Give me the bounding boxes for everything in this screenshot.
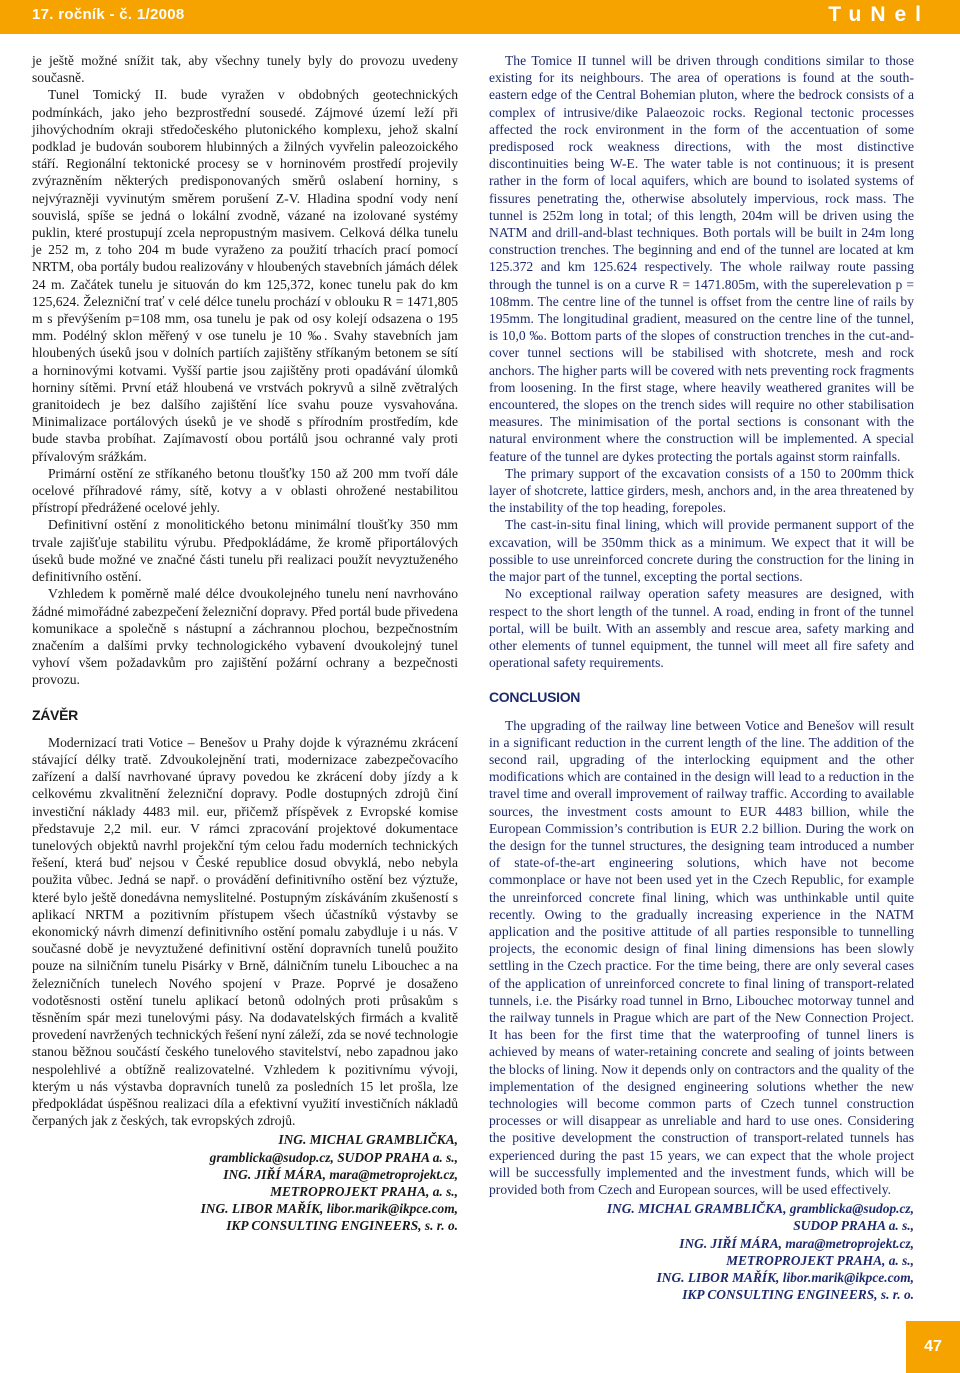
czech-column xyxy=(32,52,458,1235)
english-column xyxy=(489,52,914,1303)
paragraph: Primární ostění ze stříkaného betonu tloušťky 150 až 200 mm tvoří dále ocelové příhradové rámy, sítě, kotvy a v oblasti ohrožené nestabilitou přístropí předrážené ocelové jehly. xyxy=(32,465,458,516)
author-line: ING. LIBOR MAŘÍK, libor.marik@ikpce.com, xyxy=(200,1201,458,1217)
issue-label: 17. ročník - č. 1/2008 xyxy=(32,6,185,23)
paragraph: Vzhledem k poměrně malé délce dvoukolejného tunelu není navrhováno žádné mimořádné zabezpečení železniční dopravy. Před portál bude přivedena komunikace a společně s nástupní a záchrannou plochou, bezpečnostním značením a dalšími prvky technologického vybavení dvoukolejný tunel vyhoví všem požadavkům pro zajištění požární ochrany a bezpečnosti provozu. xyxy=(32,586,458,688)
paragraph: No exceptional railway operation safety measures are designed, with respect to the short length of the tunnel. A road, ending in front of the tunnel portal, will be built. With an assembly and rescue area, safety marking and other elements of tunnel equipment, the tunnel will meet all fire safety and operational safety requirements. xyxy=(489,586,914,671)
author-line: IKP CONSULTING ENGINEERS, s. r. o. xyxy=(226,1218,458,1234)
tunel-logo: TuNel xyxy=(828,3,930,26)
author-line: ING. MICHAL GRAMBLIČKA, gramblicka@sudop.cz, xyxy=(606,1201,914,1217)
paragraph: Tunel Tomický II. bude vyražen v obdobných geotechnických podmínkách, jako jeho bezprostřední sousedé. Zájmové území leží při jihovýchodním okraji středočeského plutonického komplexu, jehož skalní podklad je budován souborem hlubinných a žilných vyvřelin paleozoického stáří. Regionální tektonické procesy se v horninovém prostředí projevily zvýrazněním některých predisponovaných směrů oslabení horniny, s nejvýrazněji vyvinutým směrem porušení Z-V. Hladina spodní vody není souvislá, spíše se jedná o lokální zvodně, vázané na izolované systémy puklin, které prostupují zcela nepropustným masivem. Celková délka tunelu je 252 m, z toho 204 m bude vyraženo za použití trhacích prací pomocí NRTM, oba portály budou realizovány v hloubených stavebních jámách délek 24 m. Začátek tunelu je situován do km 125,372, konec tunelu pak do km 125,624. Železniční trať v celé délce tunelu prochází v oblouku R = 1471,805 m s převýšením p=108 mm, osa tunelu je pak od osy kolejí odsazena o 195 mm. Podélný sklon měřený v ose tunelu je 10 ‰. Svahy stavebních jam hloubených úseků jsou v dolních partiích zajištěny stříkaným betonem se sítí a horninovými kotvami. Vyšší partie jsou zajištěny proti opadávání úlomků horniny sítěmi. První etáž hloubená ve vrstvách pokryvů a silně zvětralých granitoidech je bez dalšího zajištění líce svahu pouze vysvahována. Minimalizace portálových úseků je ve shodě s přírodním prostředím, kde bude stavba probíhat. Zajímavostí obou portálů jsou ochranné valy proti přívalovým srážkám. xyxy=(32,87,458,464)
author-block xyxy=(489,1200,914,1303)
paragraph: The cast-in-situ final lining, which will provide permanent support of the excavation, will be 350mm thick as a minimum. We expect that it will be possible to use unreinforced concrete during the construction for the lining in the major part of the tunnel, excepting the portal sections. xyxy=(489,517,914,585)
section-heading: ZÁVĚR xyxy=(32,706,78,723)
author-line: SUDOP PRAHA a. s., xyxy=(793,1218,914,1234)
author-block xyxy=(32,1131,458,1234)
author-line: IKP CONSULTING ENGINEERS, s. r. o. xyxy=(682,1287,914,1303)
author-line: METROPROJEKT PRAHA, a. s., xyxy=(270,1184,458,1199)
section-heading: CONCLUSION xyxy=(489,689,581,706)
paragraph: The primary support of the excavation consists of a 150 to 200mm thick layer of shotcrete, lattice girders, mesh, anchors and, in the area threatened by the instability of the top heading, forepoles. xyxy=(489,465,914,516)
author-line: METROPROJEKT PRAHA, a. s., xyxy=(726,1252,914,1268)
paragraph: Definitivní ostění z monolitického betonu minimální tloušťky 350 mm trvale zajišťuje stabilitu výrubu. Předpokládáme, že kromě připortálových úseků bude možné ve značné části tunelu při realizaci použít nevyztuženého definitivního ostění. xyxy=(32,517,458,585)
paragraph: je ještě možné snížit tak, aby všechny tunely byly do provozu uvedeny současně. xyxy=(32,53,458,86)
page-header xyxy=(0,0,960,34)
page-number: 47 xyxy=(906,1321,960,1373)
author-line: ING. JIŘÍ MÁRA, mara@metroprojekt.cz, xyxy=(679,1235,914,1251)
paragraph: The Tomice II tunnel will be driven through conditions similar to those existing for its neighbours. The area of operations is found at the south-eastern edge of the Central Bohemian pluton, where the bedrock consists of a complex of intrusive/dike Palaeozoic rocks. Regional tectonic processes affected the rock environment in the form of the accentuation of some predisposed rock weakness directions, with the most distinctive discontinuities being W-E. The water table is not continuous; it is present rather in the form of local aquifers, which are bound to isolated systems of fissures penetrating the, otherwise absolutely impervious, rock mass. The tunnel is 252m long in total; of this length, 204m will be driven using the NATM and drill-and-blast techniques. Both portals will be built in 24m long construction trenches. The beginning and end of the tunnel are located at km 125.372 and km 125.624 respectively. The whole railway route passing through the tunnel is on a curve R = 1471.805m, with the superelevation p = 108mm. The centre line of the tunnel is offset from the centre line of rails by 195mm. The longitudinal gradient, measured on the centre line of the tunnel, is 10,0 ‰. Bottom parts of the slopes of construction trenches in the cut-and-cover tunnel sections will be stabilised with shotcrete, mesh and rock anchors. The higher parts will be covered with nets preventing rock fragments from loosening. In the first stage, where heavily weathered granites will be encountered, the slopes on the trench sides will require no other stabilisation measures. The minimisation of the portal sections is consonant with the natural environment where the construction will be implemented. A special feature of the tunnel are dykes protecting the portals against storm rainfalls. xyxy=(489,53,914,464)
author-line: ING. MICHAL GRAMBLIČKA, xyxy=(278,1132,458,1148)
author-line: ING. LIBOR MAŘÍK, libor.marik@ikpce.com, xyxy=(656,1270,914,1286)
author-line: ING. JIŘÍ MÁRA, mara@metroprojekt.cz, xyxy=(223,1166,458,1182)
paragraph: The upgrading of the railway line between Votice and Benešov will result in a significant reduction in the current length of the line. The addition of the second rail, upgrading of the interlocking equipment and the other modifications which are contained in the design will lead to a reduction in the travel time and overall improvement of railway traffic. According to available sources, the investment costs amount to EUR 4483 billion, while the European Commission’s contribution is EUR 2.2 billion. During the work on the design for the tunnel structures, the designing team introduced a number of state-of-the-art engineering solutions, which have not become commonplace or have not been used yet in the Czech Republic, for example the unreinforced concrete final lining, which was unthinkable until quite recently. Owing to the gradually increasing experience in the NATM application and the positive attitude of all parties responsible to tunnelling projects, the economic design of final lining dimensions has been slowly settling in the Czech practice. For the time being, there are only several cases of the application of unreinforced concrete to final lining of transport-related tunnels, i.e. the Pisárky road tunnel in Brno, Libouchec motorway tunnel and the railway tunnels in Prague which are part of the New Connection Project. It has been for the first time that the waterproofing of tunnel liners is achieved by means of water-retaining concrete and sealing of joints between the blocks of lining. Now it depends only on contractors and the quality of the implementation of the designed engineering solutions whether the new technologies will become common parts of Czech tunnel construction processes or will disappear as unreliable and hard to use ones. Considering the positive development the construction of transport-related tunnels has experienced during the past 15 years, we can expect that the whole project will be successfully implemented and the investment funds, which will be provided both from Czech and European sources, will be used effectively. xyxy=(489,717,914,1197)
author-line: gramblicka@sudop.cz, SUDOP PRAHA a. s., xyxy=(209,1149,458,1165)
paragraph: Modernizací trati Votice – Benešov u Prahy dojde k výraznému zkrácení stávající délky tratě. Zdvoukolejnění trati, modernizace zabezpečovacího zařízení a další navrhované úpravy povedou ke zkrácení doby jízdy a k celkovému zkvalitnění železniční dopravy. Podle dostupných zdrojů činí investiční náklady 4483 mil. eur, přičemž příspěvek z Evropské komise představuje 2,2 mil. eur. V rámci zpracování projektové dokumentace tunelových objektů navrhl projekční tým celou řadu moderních technických řešení, která buď nejsou v České republice dosud obvyklá, nebo nebyla použita vůbec. Jedná se např. o provádění definitivního ostění bez výztuže, které bylo ještě donedávna nemyslitelné. Postupným získáváním zkušeností s aplikací NRTM a pozitivním přístupem všech účastníků výstavby se ekonomický návrh dimenzí definitivního ostění pomalu zabydluje i u nás. V současné době je nevyztužené definitivní ostění dopravních tunelů použito pouze na silničním tunelu Pisárky v Brně, dálničním tunelu Libouchec a na železničních tunelech Nového spojení v Praze. Poprvé je dosaženo vodotěsnosti ostění tunelu aplikací betonů odolných proti průsakům s těsněním spár mezi tunelovými pásy. Na dodavatelských firmách a kvalitě provedení navržených technických řešení nyní záleží, zda se nové technologie stanou běžnou součástí českého tunelového stavitelství, nebo zapadnou jako nespolehlivé a obtížně realizovatelné. Vzhledem k pozitivnímu vývoji, kterým u nás výstavba dopravních tunelů za posledních 15 let prošla, lze předpokládat úspěšnou realizaci díla a efektivní využití investičních nákladů čerpaných jak z českých, tak evropských zdrojů. xyxy=(32,734,458,1129)
